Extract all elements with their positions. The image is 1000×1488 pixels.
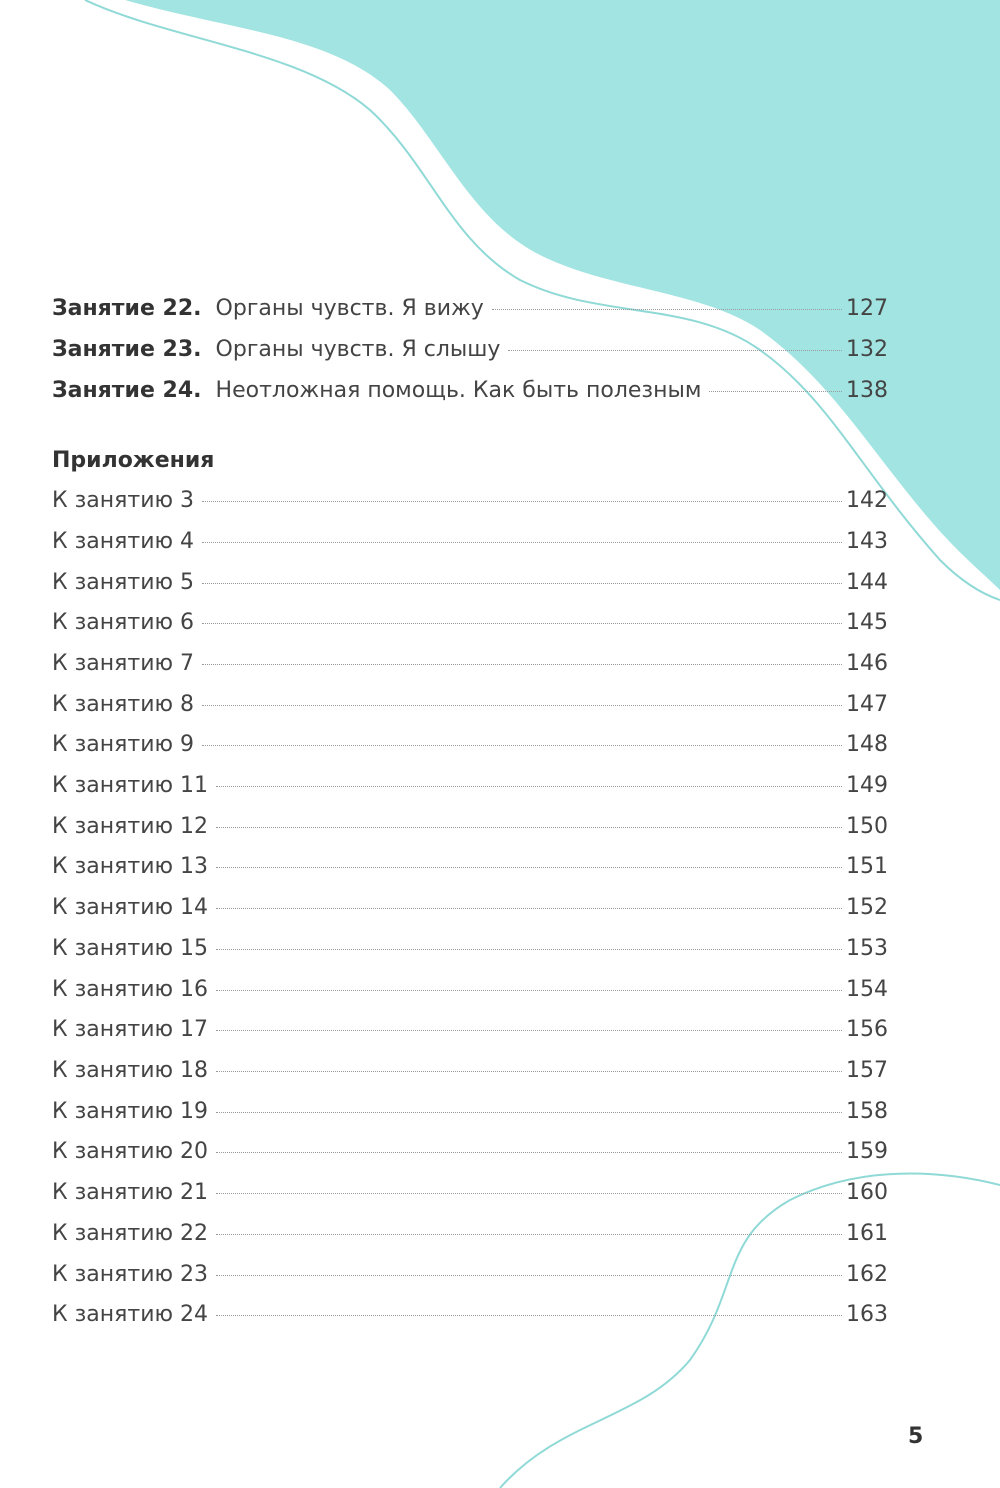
page-number: 148 [846, 732, 888, 757]
lesson-title: Органы чувств. Я вижу [215, 296, 484, 321]
toc-entry-appendix[interactable] [52, 932, 888, 966]
page-number: 159 [846, 1139, 888, 1164]
appendix-label: К занятию 15 [52, 936, 209, 961]
page-number: 156 [846, 1017, 888, 1042]
toc-entry-appendix[interactable] [52, 647, 888, 681]
page-number: 158 [846, 1099, 888, 1124]
dot-leader [216, 1233, 842, 1235]
dot-leader [202, 744, 842, 746]
appendix-label: К занятию 5 [52, 570, 195, 595]
toc-entry-appendix[interactable] [52, 606, 888, 640]
lesson-number: Занятие 22. [52, 296, 202, 321]
dot-leader [508, 349, 842, 351]
toc-entry-appendix[interactable] [52, 769, 888, 803]
appendix-label: К занятию 6 [52, 610, 195, 635]
page-number: 147 [846, 692, 888, 717]
page-number: 154 [846, 977, 888, 1002]
appendix-label: К занятию 7 [52, 651, 195, 676]
toc-entry-appendix[interactable] [52, 1054, 888, 1088]
toc-entry-appendix[interactable] [52, 1217, 888, 1251]
page-number: 127 [846, 296, 888, 321]
appendix-label: К занятию 18 [52, 1058, 209, 1083]
folio-page-number: 5 [908, 1424, 924, 1449]
dot-leader [709, 390, 842, 392]
toc-entry-appendix[interactable] [52, 891, 888, 925]
toc-entry-appendix[interactable] [52, 566, 888, 600]
dot-leader [216, 785, 842, 787]
appendix-label: К занятию 3 [52, 488, 195, 513]
dot-leader [202, 622, 842, 624]
page-number: 145 [846, 610, 888, 635]
dot-leader [216, 1314, 842, 1316]
appendix-label: К занятию 24 [52, 1302, 209, 1327]
lesson-number: Занятие 23. [52, 337, 202, 362]
dot-leader [216, 1274, 842, 1276]
appendix-label: К занятию 17 [52, 1017, 209, 1042]
lesson-title: Неотложная помощь. Как быть полезным [215, 378, 702, 403]
lesson-title: Органы чувств. Я слышу [215, 337, 501, 362]
dot-leader [216, 1151, 842, 1153]
dot-leader [216, 826, 842, 828]
toc-entry-appendix[interactable] [52, 484, 888, 518]
page-number: 160 [846, 1180, 888, 1205]
page-number: 163 [846, 1302, 888, 1327]
toc-entry-lesson-23[interactable] [52, 333, 888, 367]
dot-leader [216, 1070, 842, 1072]
toc-entry-appendix[interactable] [52, 810, 888, 844]
appendix-label: К занятию 11 [52, 773, 209, 798]
dot-leader [216, 948, 842, 950]
appendix-label: К занятию 14 [52, 895, 209, 920]
appendix-heading: Приложения [52, 448, 215, 473]
page-number: 157 [846, 1058, 888, 1083]
appendix-label: К занятию 20 [52, 1139, 209, 1164]
toc-entry-appendix[interactable] [52, 1135, 888, 1169]
page-number: 161 [846, 1221, 888, 1246]
appendix-label: К занятию 23 [52, 1262, 209, 1287]
page-number: 143 [846, 529, 888, 554]
dot-leader [216, 989, 842, 991]
toc-entry-appendix[interactable] [52, 525, 888, 559]
appendix-label: К занятию 16 [52, 977, 209, 1002]
page-number: 153 [846, 936, 888, 961]
dot-leader [216, 907, 842, 909]
appendix-label: К занятию 12 [52, 814, 209, 839]
page-number: 146 [846, 651, 888, 676]
page-number: 151 [846, 854, 888, 879]
appendix-label: К занятию 9 [52, 732, 195, 757]
dot-leader [216, 1029, 842, 1031]
lesson-number: Занятие 24. [52, 378, 202, 403]
toc-entry-lesson-24[interactable] [52, 374, 888, 408]
toc-entry-appendix[interactable] [52, 1095, 888, 1129]
dot-leader [202, 582, 842, 584]
toc-entry-lesson-22[interactable] [52, 292, 888, 326]
appendix-label: К занятию 21 [52, 1180, 209, 1205]
toc-entry-appendix[interactable] [52, 1298, 888, 1332]
page-number: 144 [846, 570, 888, 595]
page-number: 150 [846, 814, 888, 839]
page-number: 162 [846, 1262, 888, 1287]
appendix-label: К занятию 4 [52, 529, 195, 554]
appendix-label: К занятию 8 [52, 692, 195, 717]
toc-entry-appendix[interactable] [52, 688, 888, 722]
dot-leader [202, 500, 842, 502]
toc-entry-appendix[interactable] [52, 1258, 888, 1292]
dot-leader [216, 1111, 842, 1113]
appendix-label: К занятию 19 [52, 1099, 209, 1124]
toc-entry-appendix[interactable] [52, 850, 888, 884]
page-number: 138 [846, 378, 888, 403]
toc-entry-appendix[interactable] [52, 973, 888, 1007]
toc-entry-appendix[interactable] [52, 728, 888, 762]
dot-leader [202, 541, 842, 543]
page-number: 152 [846, 895, 888, 920]
toc-entry-appendix[interactable] [52, 1176, 888, 1210]
appendix-label: К занятию 13 [52, 854, 209, 879]
dot-leader [492, 308, 842, 310]
dot-leader [216, 1192, 842, 1194]
toc-entry-appendix[interactable] [52, 1013, 888, 1047]
dot-leader [202, 663, 842, 665]
page-number: 149 [846, 773, 888, 798]
page-number: 142 [846, 488, 888, 513]
appendix-label: К занятию 22 [52, 1221, 209, 1246]
dot-leader [202, 704, 842, 706]
page-number: 132 [846, 337, 888, 362]
dot-leader [216, 866, 842, 868]
